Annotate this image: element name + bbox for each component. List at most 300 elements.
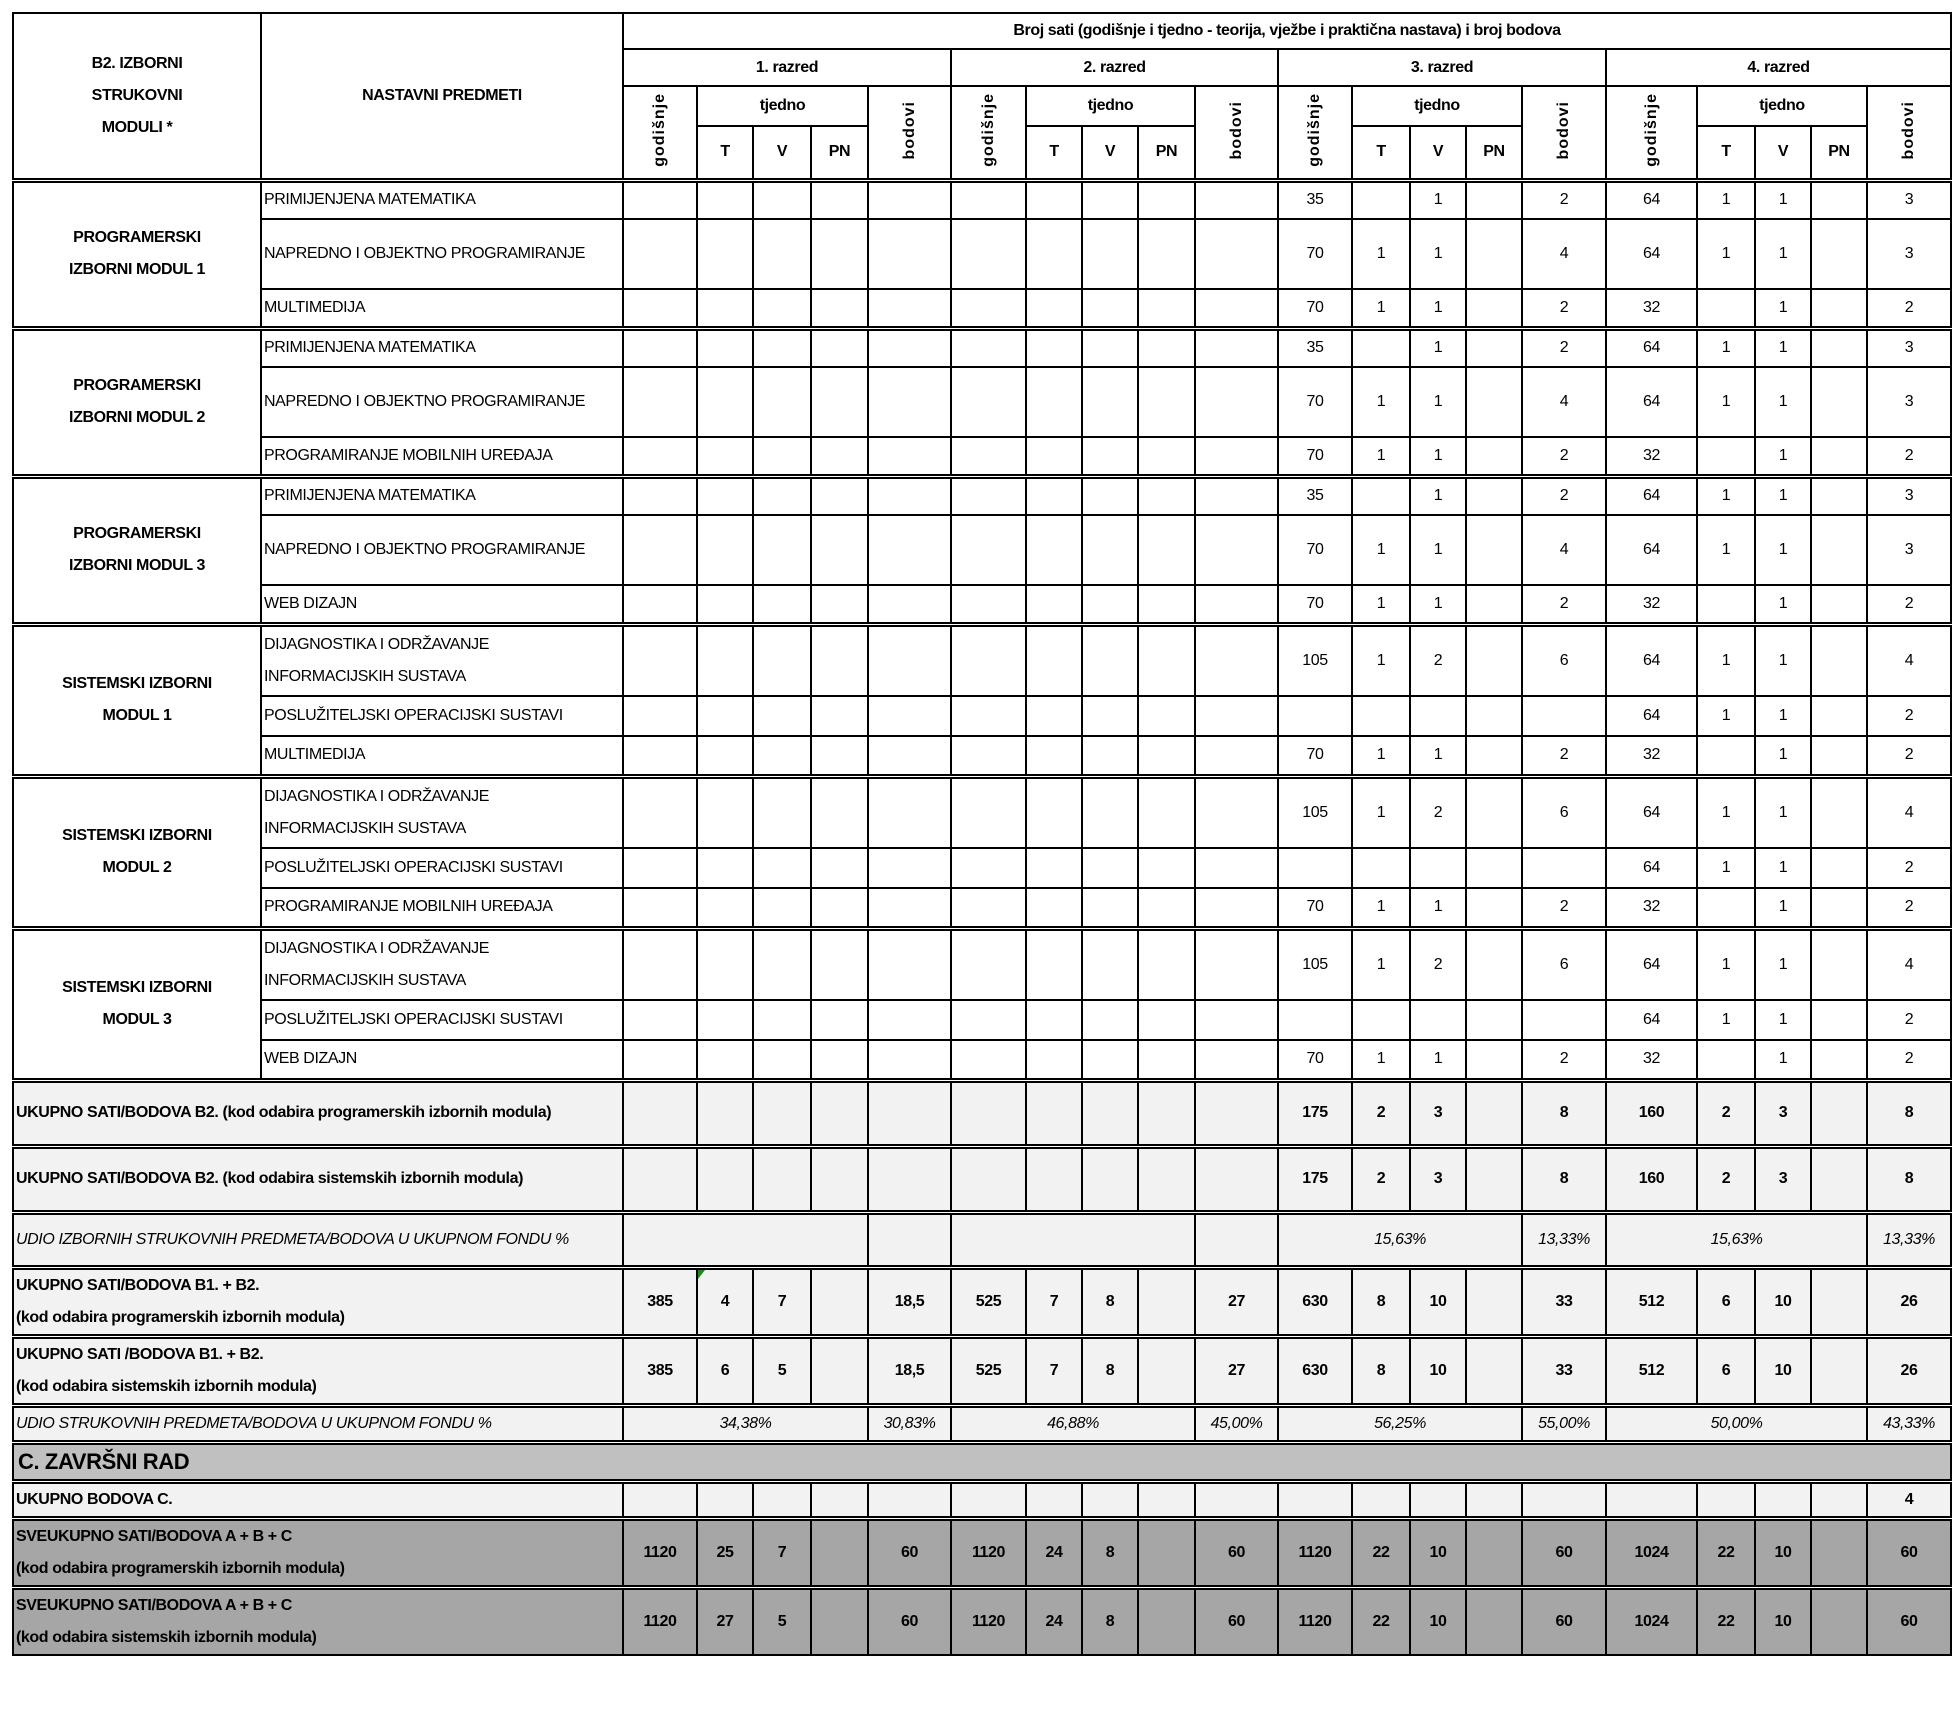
value-cell: 1 [1755, 776, 1811, 848]
value-cell [1697, 1481, 1755, 1518]
value-cell [1026, 437, 1082, 476]
value-cell: 2 [1522, 180, 1606, 219]
value-cell [1811, 289, 1867, 328]
value-cell [1138, 180, 1195, 219]
value-cell [951, 1146, 1026, 1212]
annual-header [1278, 86, 1352, 180]
value-cell [1082, 736, 1138, 776]
subject-name: MULTIMEDIJA [261, 289, 623, 328]
value-cell: 1 [1410, 367, 1466, 437]
value-cell: 1 [1755, 219, 1811, 289]
value-cell: 6 [1522, 928, 1606, 1000]
summary-label [13, 1267, 623, 1336]
value-cell [1811, 1000, 1867, 1040]
summary-label-line: (kod odabira sistemskih izbornih modula) [16, 1628, 317, 1646]
value-cell [1466, 1481, 1522, 1518]
value-cell [1082, 888, 1138, 928]
value-cell [1811, 437, 1867, 476]
points-percent-cell: 55,00% [1522, 1405, 1606, 1442]
points-percent-cell: 45,00% [1195, 1405, 1278, 1442]
weekly-sub-header: V [1410, 126, 1466, 180]
summary-label-line: UDIO STRUKOVNIH PREDMETA/BODOVA U UKUPNOM FONDU % [16, 1414, 492, 1432]
value-cell: 2 [1352, 1146, 1410, 1212]
value-cell [811, 585, 868, 624]
points-percent-cell: 43,33% [1867, 1405, 1951, 1442]
value-cell: 26 [1867, 1267, 1951, 1336]
value-cell [1352, 180, 1410, 219]
value-cell [1082, 437, 1138, 476]
value-cell [811, 180, 868, 219]
value-cell [1522, 848, 1606, 888]
value-cell [1026, 1040, 1082, 1080]
value-cell: 1 [1755, 585, 1811, 624]
value-cell [623, 1040, 697, 1080]
hours-percent-cell: 15,63% [1278, 1212, 1522, 1267]
value-cell: 64 [1606, 515, 1697, 585]
value-cell [1195, 367, 1278, 437]
value-cell: 1 [1410, 585, 1466, 624]
value-cell: 3 [1867, 219, 1951, 289]
value-cell [868, 624, 951, 696]
value-cell: 26 [1867, 1336, 1951, 1405]
value-cell: 3 [1867, 476, 1951, 515]
summary-label-line: UKUPNO BODOVA C. [16, 1490, 173, 1508]
table-row [13, 367, 1951, 437]
value-cell: 1 [1697, 848, 1755, 888]
value-cell: 105 [1278, 928, 1352, 1000]
value-cell [811, 1336, 868, 1405]
value-cell: 2 [1867, 1040, 1951, 1080]
weekly-sub-header: V [753, 126, 811, 180]
value-cell: 1 [1755, 928, 1811, 1000]
annual-label: godišnje [979, 92, 997, 167]
value-cell [1082, 928, 1138, 1000]
value-cell [753, 219, 811, 289]
value-cell [868, 476, 951, 515]
summary-label [13, 1405, 623, 1442]
value-cell: 1 [1755, 736, 1811, 776]
hours-percent-cell: 34,38% [623, 1405, 868, 1442]
table-row [13, 585, 1951, 624]
subject-name: DIJAGNOSTIKA I ODRŽAVANJE INFORMACIJSKIH SUSTAVA [261, 776, 623, 848]
value-cell: 6 [1522, 624, 1606, 696]
value-cell [1195, 696, 1278, 736]
value-cell [1026, 928, 1082, 1000]
value-cell [951, 1000, 1026, 1040]
points-header [868, 86, 951, 180]
value-cell: 1 [1352, 367, 1410, 437]
value-cell: 1 [1755, 515, 1811, 585]
value-cell [868, 888, 951, 928]
value-cell [868, 736, 951, 776]
points-percent-cell: 13,33% [1522, 1212, 1606, 1267]
value-cell: 32 [1606, 585, 1697, 624]
value-cell: 2 [1522, 289, 1606, 328]
value-cell: 8 [1522, 1146, 1606, 1212]
value-cell: 60 [868, 1587, 951, 1655]
value-cell [951, 476, 1026, 515]
subject-name: PROGRAMIRANJE MOBILNIH UREĐAJA [261, 437, 623, 476]
value-cell: 1 [1697, 367, 1755, 437]
module-header-line: STRUKOVNI [91, 86, 183, 104]
value-cell [1026, 515, 1082, 585]
value-cell [1811, 736, 1867, 776]
value-cell: 60 [1195, 1518, 1278, 1587]
value-cell [1352, 1000, 1410, 1040]
section-title: C. ZAVRŠNI RAD [13, 1442, 1951, 1481]
value-cell: 2 [1410, 624, 1466, 696]
value-cell: 8 [1867, 1080, 1951, 1146]
value-cell [1138, 367, 1195, 437]
value-cell: 1 [1755, 328, 1811, 367]
weekly-sub-header: T [1352, 126, 1410, 180]
value-cell: 1120 [951, 1518, 1026, 1587]
value-cell: 1 [1755, 1040, 1811, 1080]
value-cell [1466, 776, 1522, 848]
value-cell: 2 [1522, 585, 1606, 624]
value-cell [811, 776, 868, 848]
value-cell [1278, 1000, 1352, 1040]
value-cell [1466, 1267, 1522, 1336]
table-row [13, 848, 1951, 888]
value-cell: 4 [1867, 624, 1951, 696]
weekly-header: tjedno [1026, 86, 1195, 126]
value-cell [1466, 736, 1522, 776]
value-cell [1466, 1080, 1522, 1146]
table-row [13, 736, 1951, 776]
value-cell: 1 [1755, 1000, 1811, 1040]
value-cell [1811, 1267, 1867, 1336]
value-cell: 1 [1352, 736, 1410, 776]
value-cell [623, 1481, 697, 1518]
weekly-header: tjedno [1697, 86, 1867, 126]
value-cell [1811, 1518, 1867, 1587]
points-label: bodovi [1900, 100, 1917, 159]
value-cell [1352, 476, 1410, 515]
value-cell [1195, 736, 1278, 776]
value-cell [868, 437, 951, 476]
value-cell [1026, 776, 1082, 848]
value-cell: 8 [1082, 1267, 1138, 1336]
value-cell [697, 1080, 753, 1146]
value-cell [1466, 328, 1522, 367]
value-cell: 10 [1410, 1336, 1466, 1405]
value-cell: 64 [1606, 367, 1697, 437]
summary-row [13, 1518, 1951, 1587]
hours-percent-cell [623, 1212, 868, 1267]
value-cell [1466, 1146, 1522, 1212]
value-cell [1697, 289, 1755, 328]
hours-percent-cell: 46,88% [951, 1405, 1195, 1442]
subject-name: PROGRAMIRANJE MOBILNIH UREĐAJA [261, 888, 623, 928]
value-cell: 64 [1606, 696, 1697, 736]
value-cell [697, 515, 753, 585]
value-cell: 1024 [1606, 1587, 1697, 1655]
value-cell: 1 [1352, 1040, 1410, 1080]
value-cell: 2 [1867, 289, 1951, 328]
value-cell: 7 [1026, 1267, 1082, 1336]
value-cell [753, 1000, 811, 1040]
value-cell: 1 [1352, 515, 1410, 585]
grade-header: 3. razred [1278, 49, 1606, 86]
value-cell [1138, 515, 1195, 585]
value-cell: 64 [1606, 624, 1697, 696]
value-cell [1755, 1481, 1811, 1518]
value-cell [623, 289, 697, 328]
value-cell: 1 [1410, 515, 1466, 585]
value-cell [753, 776, 811, 848]
points-header [1522, 86, 1606, 180]
value-cell: 10 [1755, 1336, 1811, 1405]
weekly-sub-header: PN [1138, 126, 1195, 180]
value-cell [868, 1481, 951, 1518]
value-cell [1195, 1080, 1278, 1146]
value-cell [951, 848, 1026, 888]
value-cell [623, 888, 697, 928]
module-header-line: MODULI * [101, 118, 173, 136]
value-cell: 70 [1278, 289, 1352, 328]
module-name: SISTEMSKI IZBORNI MODUL 3 [13, 928, 261, 1080]
value-cell [697, 696, 753, 736]
value-cell [697, 328, 753, 367]
value-cell: 3 [1755, 1080, 1811, 1146]
value-cell [623, 624, 697, 696]
summary-label-line: UKUPNO SATI /BODOVA B1. + B2. [16, 1345, 264, 1363]
value-cell [1195, 219, 1278, 289]
value-cell [1606, 1481, 1697, 1518]
value-cell: 60 [1867, 1587, 1951, 1655]
value-cell: 35 [1278, 476, 1352, 515]
value-cell: 1 [1352, 437, 1410, 476]
summary-row [13, 1080, 1951, 1146]
points-percent-cell [1195, 1212, 1278, 1267]
value-cell [1466, 180, 1522, 219]
annual-label: godišnje [1306, 92, 1323, 167]
value-cell [1082, 180, 1138, 219]
value-cell: 525 [951, 1336, 1026, 1405]
annual-header [951, 86, 1026, 180]
value-cell: 60 [1522, 1518, 1606, 1587]
annual-label: godišnje [1642, 92, 1660, 167]
table-row [13, 1000, 1951, 1040]
value-cell: 70 [1278, 888, 1352, 928]
value-cell [868, 585, 951, 624]
value-cell: 1 [1352, 888, 1410, 928]
value-cell [1138, 219, 1195, 289]
value-cell [1026, 367, 1082, 437]
value-cell [1082, 1481, 1138, 1518]
points-header [1195, 86, 1278, 180]
value-cell [753, 1040, 811, 1080]
summary-label-line: SVEUKUPNO SATI/BODOVA A + B + C [16, 1527, 292, 1545]
value-cell [951, 437, 1026, 476]
value-cell [1466, 928, 1522, 1000]
value-cell: 70 [1278, 437, 1352, 476]
value-cell [951, 624, 1026, 696]
value-cell [753, 476, 811, 515]
value-cell [753, 736, 811, 776]
value-cell: 27 [1195, 1336, 1278, 1405]
value-cell [1278, 848, 1352, 888]
value-cell: 1 [1755, 696, 1811, 736]
value-cell [623, 736, 697, 776]
value-cell [1082, 696, 1138, 736]
value-cell [623, 928, 697, 1000]
value-cell [811, 1587, 868, 1655]
value-cell [697, 776, 753, 848]
value-cell: 64 [1606, 848, 1697, 888]
value-cell: 2 [1697, 1080, 1755, 1146]
value-cell: 1 [1755, 289, 1811, 328]
module-name: PROGRAMERSKI IZBORNI MODUL 3 [13, 476, 261, 624]
value-cell [951, 1040, 1026, 1080]
weekly-header: tjedno [697, 86, 868, 126]
value-cell [623, 367, 697, 437]
value-cell [623, 585, 697, 624]
value-cell: 1 [1410, 289, 1466, 328]
value-cell [1138, 328, 1195, 367]
value-cell [1466, 367, 1522, 437]
value-cell [811, 515, 868, 585]
value-cell: 60 [1195, 1587, 1278, 1655]
value-cell [868, 289, 951, 328]
value-cell: 22 [1697, 1518, 1755, 1587]
value-cell: 1 [1697, 776, 1755, 848]
value-cell [623, 696, 697, 736]
value-cell [1082, 776, 1138, 848]
subject-name: PRIMIJENJENA MATEMATIKA [261, 476, 623, 515]
value-cell: 105 [1278, 624, 1352, 696]
value-cell: 160 [1606, 1146, 1697, 1212]
value-cell [951, 696, 1026, 736]
value-cell [1138, 1518, 1195, 1587]
module-name: PROGRAMERSKI IZBORNI MODUL 2 [13, 328, 261, 476]
subject-name: POSLUŽITELJSKI OPERACIJSKI SUSTAVI [261, 1000, 623, 1040]
value-cell [1811, 1587, 1867, 1655]
value-cell [1082, 367, 1138, 437]
value-cell [1466, 219, 1522, 289]
value-cell [1138, 1481, 1195, 1518]
value-cell [753, 289, 811, 328]
value-cell: 60 [1867, 1518, 1951, 1587]
value-cell: 35 [1278, 328, 1352, 367]
value-cell [1138, 1080, 1195, 1146]
value-cell: 7 [753, 1267, 811, 1336]
value-cell [951, 219, 1026, 289]
value-cell: 10 [1410, 1587, 1466, 1655]
value-cell: 8 [1352, 1336, 1410, 1405]
value-cell [1466, 1587, 1522, 1655]
value-cell: 22 [1352, 1587, 1410, 1655]
value-cell: 70 [1278, 367, 1352, 437]
value-cell [753, 437, 811, 476]
value-cell [951, 928, 1026, 1000]
value-cell: 1 [1755, 476, 1811, 515]
value-cell: 1 [1755, 888, 1811, 928]
value-cell: 8 [1352, 1267, 1410, 1336]
value-cell [697, 437, 753, 476]
value-cell: 1 [1755, 180, 1811, 219]
value-cell [1138, 696, 1195, 736]
value-cell: 27 [697, 1587, 753, 1655]
value-cell: 64 [1606, 328, 1697, 367]
value-cell: 64 [1606, 776, 1697, 848]
value-cell [1138, 776, 1195, 848]
value-cell [951, 328, 1026, 367]
summary-label-line: UKUPNO SATI/BODOVA B2. (kod odabira sistemskih izbornih modula) [16, 1170, 524, 1187]
value-cell: 2 [1522, 328, 1606, 367]
value-cell: 1 [1352, 624, 1410, 696]
value-cell: 10 [1755, 1587, 1811, 1655]
value-cell: 22 [1352, 1518, 1410, 1587]
value-cell [753, 1481, 811, 1518]
summary-label-line: SVEUKUPNO SATI/BODOVA A + B + C [16, 1596, 292, 1614]
value-cell [951, 367, 1026, 437]
value-cell [623, 515, 697, 585]
value-cell [951, 1481, 1026, 1518]
value-cell [753, 515, 811, 585]
value-cell: 175 [1278, 1146, 1352, 1212]
summary-label-line: (kod odabira programerskih izbornih modula) [16, 1559, 345, 1577]
value-cell [753, 848, 811, 888]
weekly-sub-header: V [1755, 126, 1811, 180]
value-cell [1138, 928, 1195, 1000]
value-cell [1138, 888, 1195, 928]
value-cell: 1 [1410, 888, 1466, 928]
value-cell: 3 [1867, 367, 1951, 437]
value-cell: 1 [1755, 848, 1811, 888]
value-cell [811, 888, 868, 928]
value-cell: 2 [1867, 437, 1951, 476]
value-cell: 1 [1697, 1000, 1755, 1040]
points-percent-cell: 13,33% [1867, 1212, 1951, 1267]
value-cell [697, 1146, 753, 1212]
value-cell: 3 [1410, 1080, 1466, 1146]
value-cell [1195, 476, 1278, 515]
value-cell [1466, 848, 1522, 888]
value-cell [1082, 219, 1138, 289]
annual-header [623, 86, 697, 180]
value-cell: 1 [1697, 180, 1755, 219]
subject-name: MULTIMEDIJA [261, 736, 623, 776]
value-cell [868, 696, 951, 736]
value-cell: 2 [1867, 696, 1951, 736]
summary-label-line: UKUPNO SATI/BODOVA B2. (kod odabira programerskih izbornih modula) [16, 1104, 552, 1121]
value-cell [1811, 1040, 1867, 1080]
value-cell [1138, 476, 1195, 515]
value-cell [623, 476, 697, 515]
value-cell: 32 [1606, 437, 1697, 476]
value-cell: 64 [1606, 476, 1697, 515]
value-cell: 1 [1697, 476, 1755, 515]
points-label: bodovi [1227, 100, 1245, 159]
value-cell [1026, 624, 1082, 696]
value-cell [1811, 180, 1867, 219]
value-cell: 64 [1606, 1000, 1697, 1040]
summary-row [13, 1267, 1951, 1336]
value-cell: 1 [1755, 367, 1811, 437]
value-cell: 1 [1352, 219, 1410, 289]
value-cell: 1120 [1278, 1518, 1352, 1587]
summary-label [13, 1080, 623, 1146]
value-cell [1195, 1481, 1278, 1518]
value-cell: 10 [1410, 1518, 1466, 1587]
value-cell: 1 [1410, 180, 1466, 219]
value-cell [1138, 1000, 1195, 1040]
hours-percent-cell [951, 1212, 1195, 1267]
summary-row [13, 1481, 1951, 1518]
value-cell [1082, 848, 1138, 888]
